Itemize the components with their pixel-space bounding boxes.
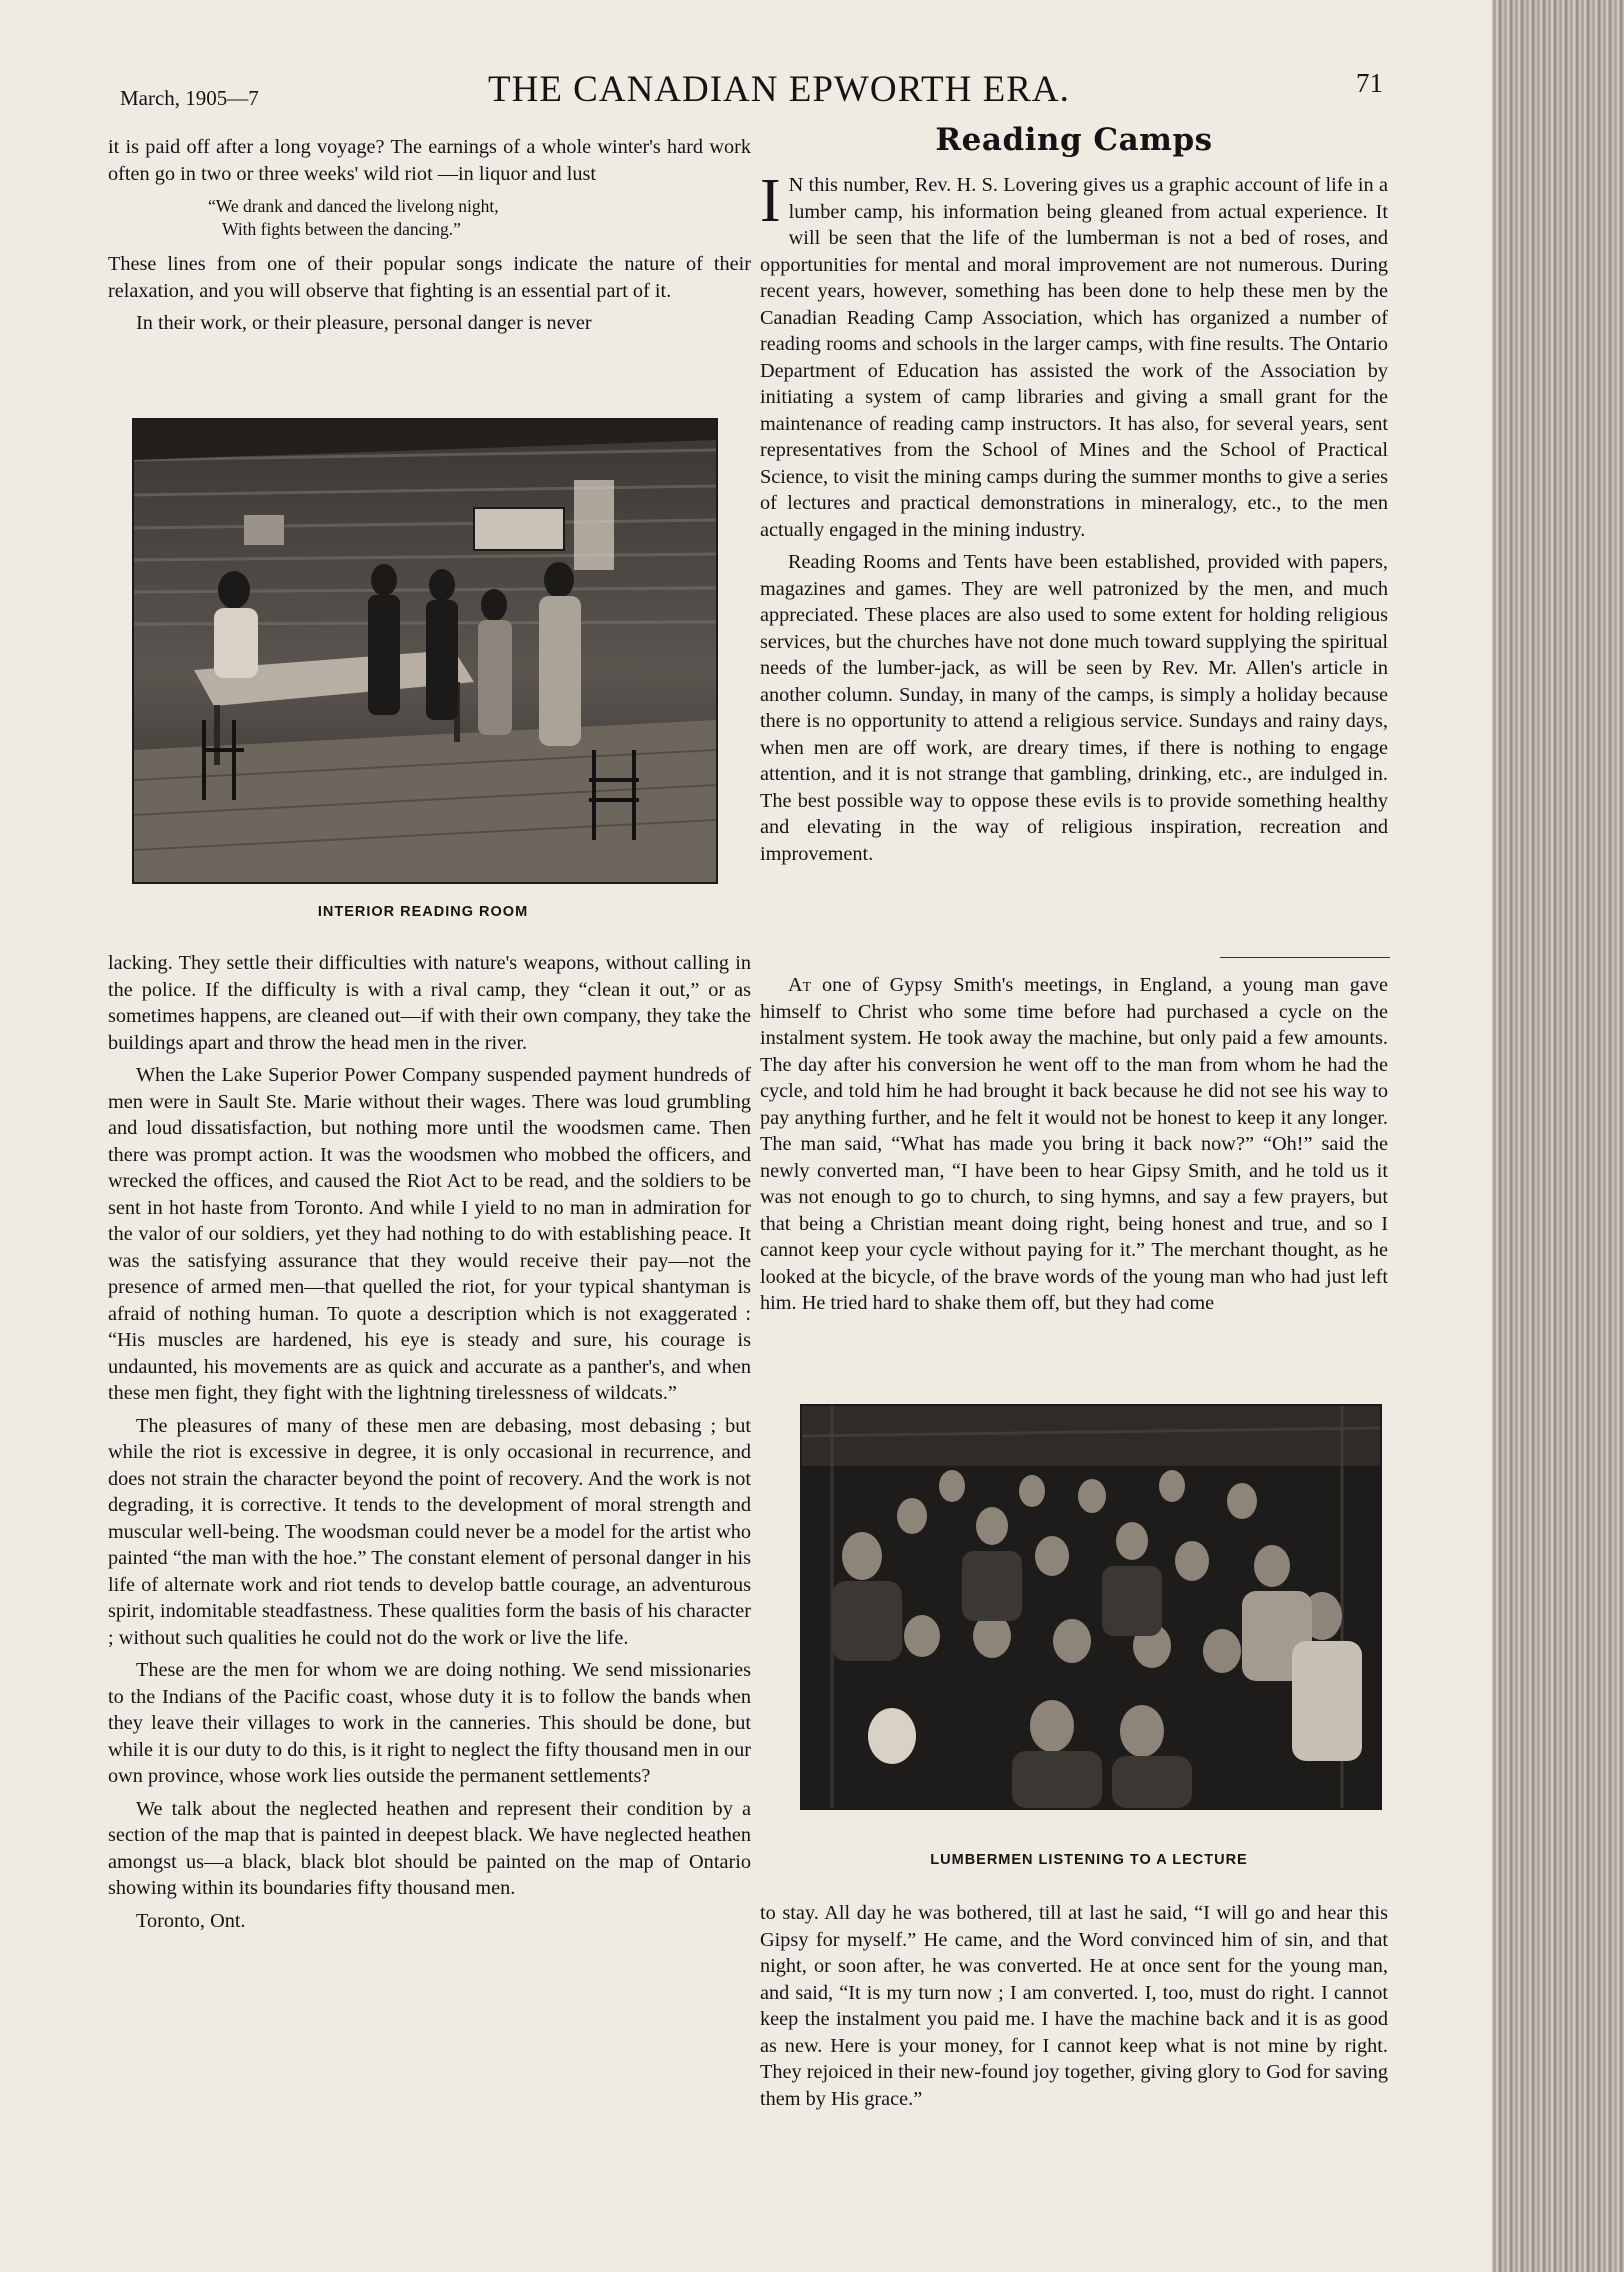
quote-line-1: “We drank and danced the livelong night, bbox=[208, 196, 499, 216]
right-column-gypsy bbox=[760, 972, 1388, 1317]
quote-line-2: With fights between the dancing.” bbox=[222, 219, 461, 239]
left-column-body bbox=[108, 950, 751, 1934]
drop-cap: I bbox=[760, 167, 781, 235]
paragraph-heathen: We talk about the neglected heathen and represent their condition by a section of the map that is painted in deepest black. We have neglected heathen amongst us—a black, black blot should be painted on the map of Ontario showing within its boundaries fifty thousand men. bbox=[108, 1797, 751, 1899]
paragraph-lacking: lacking. They settle their difficulties with nature's weapons, without calling in the police. If the difficulty is with a rival camp, they “clean it out,” or as sometimes happens, are cleaned out—if with their own company, they take the buildings apart and throw the head men in the river. bbox=[108, 952, 751, 1054]
interior-reading-room-photo bbox=[132, 418, 718, 884]
article-heading: Reading Camps bbox=[935, 122, 1213, 158]
lumbermen-caption: LUMBERMEN LISTENING TO A LECTURE bbox=[930, 1852, 1248, 1868]
paragraph-pleasures: The pleasures of many of these men are debasing, most debasing ; but while the riot is excessive in degree, it is only occasional in recurrence, and does not strain the character beyond the point of recovery. And the work is not degrading, it is corrective. It tends to the development of moral strength and muscular well-being. The woodsman could never be a model for the artist who painted “the man with the hoe.” The constant element of personal danger in his life of alternate work and riot tends to develop battle courage, an adventurous spirit, indomitable steadfastness. These qualities form the basis of his character ; without such qualities he could not do the work or live the life. bbox=[108, 1414, 751, 1649]
masthead-title: THE CANADIAN EPWORTH ERA. bbox=[488, 69, 1070, 110]
right-column-top bbox=[760, 167, 1388, 867]
paragraph-gypsy-continued: to stay. All day he was bothered, till at last he said, “I will go and hear this Gipsy for myself.” He came, and the Word convinced him of sin, and that night, or soon after, he was converted. He at once sent for the young man, and said, “It is my turn now ; I am converted. I, too, must do right. I cannot keep the instalment you paid me. I have the machine back and it is as good as new. Here is your money, for I cannot keep what is not mine by right. They rejoiced in their new-found joy together, giving glory to God for saving them by His grace.” bbox=[760, 1902, 1388, 2110]
intro-paragraph: it is paid off after a long voyage? The earnings of a whole winter's hard work often go in two or three weeks' wild riot —in liquor and lust bbox=[108, 136, 751, 185]
lumbermen-image bbox=[802, 1406, 1380, 1808]
paragraph-intro bbox=[760, 167, 1388, 543]
paragraph-songs: These lines from one of their popular songs indicate the nature of their relaxation, and you will observe that fighting is an essential part of it. bbox=[108, 253, 751, 302]
paragraph-gypsy bbox=[760, 972, 1388, 1317]
paragraph-missionaries: These are the men for whom we are doing nothing. We send missionaries to the Indians of the Pacific coast, whose duty it is to follow the bands when they leave their villages to work in the canneries. This should be done, but while it is our duty to do this, is it right to neglect the fifty thousand men in our own province, whose work lies outside the permanent settlements? bbox=[108, 1659, 751, 1787]
song-quote bbox=[108, 195, 751, 241]
paragraph-gypsy-text: one of Gypsy Smith's meetings, in England, a young man gave himself to Christ who some time before had purchased a cycle on the instalment system. He took away the machine, but only paid a few amounts. The day after his conversion he went off to the man from whom he had the cycle, and told him he had brought it back because he did not see his way to pay anything further, and he felt it would not be honest to keep it any longer. The man said, “What has made you bring it back now?” “Oh!” said the newly converted man, “I have been to hear Gipsy Smith, and he told us it was not enough to go to church, to sing hymns, and say a few prayers, but that being a Christian meant doing right, being honest and true, and so I cannot keep your cycle without paying for it.” The merchant thought, as he looked at the bicycle, of the brave words of the young man who had just left him. He tried hard to shake them off, but they had come bbox=[760, 974, 1388, 1314]
signoff: Toronto, Ont. bbox=[136, 1909, 246, 1932]
right-column-bottom bbox=[760, 1900, 1388, 2112]
paragraph-danger: In their work, or their pleasure, personal danger is never bbox=[136, 312, 592, 334]
paragraph-intro-text: N this number, Rev. H. S. Lovering gives us a graphic account of life in a lumber camp, his information being gleaned from actual experience. It will be seen that the life of the lumberman is not a bed of roses, and opportunities for mental and moral improvement are not numerous. During recent years, however, something has been done to help these men by the Canadian Reading Camp Association, which has organized a number of reading rooms and schools in the larger camps, with fine results. The Ontario Department of Education has assisted the work of the Association by initiating a system of camp libraries and giving a small grant for the maintenance of reading camp instructors. It has also, for several years, sent representatives from the School of Mines and the School of Practical Science, to visit the mining camps during the summer months to give a series of lectures and practical demonstrations in mineralogy, etc., to the men actually engaged in the mining industry. bbox=[760, 174, 1388, 541]
left-column-top bbox=[108, 134, 751, 337]
section-divider bbox=[1220, 957, 1390, 958]
reading-room-image bbox=[134, 420, 716, 882]
book-spine-edge bbox=[1492, 0, 1624, 2272]
lumbermen-lecture-photo bbox=[800, 1404, 1382, 1810]
paragraph-reading-rooms: Reading Rooms and Tents have been established, provided with papers, magazines and games. They are well patronized by the men, and much appreciated. These places are also used to some extent for holding religious services, but the churches have not done much toward supplying the spiritual needs of the lumber-jack, as will be seen by Rev. Mr. Allen's article in another column. Sunday, in many of the camps, is simply a holiday because there is no opportunity to attend a religious service. Sundays and rainy days, when men are off work, are dreary times, if there is nothing to engage attention, and it is not strange that gambling, drinking, etc., are indulged in. The best possible way to oppose these evils is to provide something healthy and elevating in the way of religious inspiration, recreation and improvement. bbox=[760, 551, 1388, 865]
page-number: 71 bbox=[1356, 68, 1383, 98]
paragraph-lake-superior: When the Lake Superior Power Company suspended payment hundreds of men were in Sault Ste. Marie without their wages. There was loud grumbling and loud dissatisfaction, but nothing more until the woodsmen came. Then there was prompt action. It was the woodsmen who mobbed the officers, and wrecked the offices, and caused the Riot Act to be read, and the soldiers to be sent in hot haste from Toronto. And while I yield to no man in admiration for the valor of our soldiers, yet they had nothing to do with establishing peace. It was the satisfying assurance that they would receive their pay—not the presence of armed men—that quelled the riot, for your typical shantyman is afraid of nothing human. To quote a description which is not exaggerated : “His muscles are hardened, his eye is steady and sure, his courage is undaunted, his movements are as quick and accurate as a panther's, and when these men fight, they fight with the lightning tirelessness of wildcats.” bbox=[108, 1064, 751, 1404]
reading-room-caption: INTERIOR READING ROOM bbox=[317, 904, 529, 920]
gypsy-lead-word: At bbox=[788, 974, 812, 996]
issue-date: March, 1905—7 bbox=[120, 86, 259, 110]
